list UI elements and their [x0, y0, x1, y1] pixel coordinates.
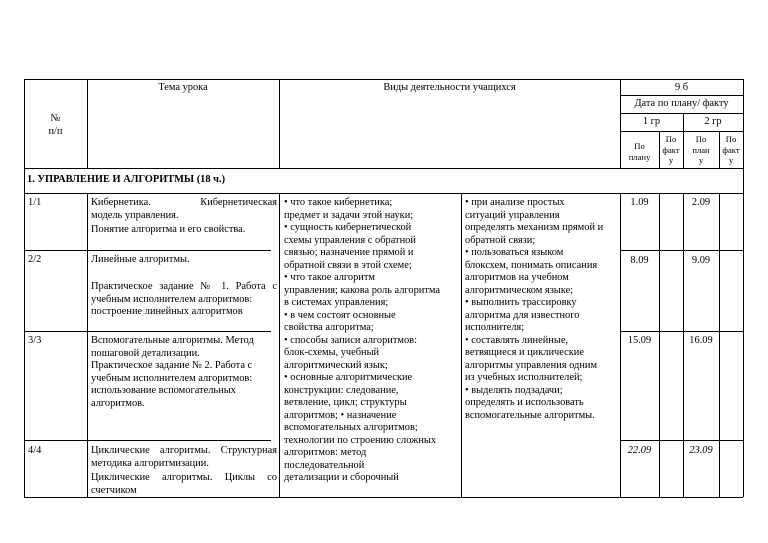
- row-3-topic: Вспомогательные алгоритмы. Метод пошаговой детализации. Практическое задание № 2. Работа с учебным исполнителем алгоритмов: использование вспомогательных алгоритмов.: [91, 335, 254, 409]
- activity-line: вспомогательные алгоритмы.: [465, 409, 595, 421]
- activity-line: • выполнить трассировку: [465, 297, 577, 308]
- activity-line: • что такое алгоритм: [284, 272, 375, 283]
- row-4-date-plan-1: 22.09: [627, 445, 652, 456]
- activity-line: ветвление, цикл; структуры: [284, 397, 407, 408]
- activity-line: исполнителя;: [465, 322, 525, 333]
- header-group-2: 2 гр: [704, 116, 722, 127]
- activity-line: алгоритмическом языке;: [465, 284, 574, 296]
- activity-line: • основные алгоритмические: [284, 372, 413, 383]
- activity-line: обратной связи в этой схеме;: [284, 259, 412, 271]
- header-plan-2: По план у: [692, 134, 710, 165]
- activity-line: • пользоваться языком: [465, 247, 564, 258]
- row-4-topic: Циклические алгоритмы. Структурная методика алгоритмизации. Циклические алгоритмы. Циклы со счетчиком: [91, 445, 277, 496]
- activity-line: алгоритма для известного: [465, 309, 580, 321]
- header-number: №: [50, 113, 61, 124]
- row-4-number: 4/4: [28, 445, 42, 456]
- row-2-number: 2/2: [28, 254, 42, 265]
- row-2-topic: Линейные алгоритмы. Практическое задание № 1. Работа с учебным исполнителем алгоритмов: построение линейных алгоритмов: [91, 254, 277, 317]
- activity-line: блок-схемы, учебный: [284, 347, 380, 358]
- activity-line: • способы записи алгоритмов:: [284, 334, 417, 346]
- activity-line: • в чем состоят основные: [284, 309, 396, 321]
- activity-line: ветвящиеся и циклические: [465, 347, 584, 358]
- activity-line: • составлять линейные,: [465, 334, 569, 346]
- header-fact-2: По факт у: [722, 134, 740, 165]
- activity-line: определять и использовать: [465, 397, 584, 408]
- header-topic: Тема урока: [158, 82, 208, 93]
- section-title: 1. УПРАВЛЕНИЕ И АЛГОРИТМЫ (18 ч.): [27, 174, 226, 185]
- activities-knowledge: [284, 197, 457, 485]
- activity-line: • при анализе простых: [465, 197, 565, 208]
- activity-line: алгоритмов на учебном: [465, 272, 569, 283]
- row-3-number: 3/3: [28, 335, 42, 346]
- row-1-number: 1/1: [28, 197, 42, 208]
- row-2-date-plan-1: 8.09: [630, 255, 649, 266]
- activity-line: обратной связи;: [465, 234, 536, 246]
- header-grade: 9 б: [674, 82, 689, 93]
- activity-line: последовательной: [284, 459, 365, 471]
- row-3-date-plan-2: 16.09: [689, 335, 713, 346]
- row-2-date-plan-2: 9.09: [691, 255, 711, 266]
- activity-line: конструкции: следование,: [284, 384, 399, 396]
- activity-line: детализации и сборочный: [284, 472, 399, 483]
- activity-line: алгоритмов: метод: [284, 447, 367, 458]
- activity-line: свойства алгоритма;: [284, 322, 374, 333]
- row-1-topic: Кибернетика. Кибернетическая модель управления. Понятие алгоритма и его свойства.: [91, 197, 277, 235]
- activity-line: • выделять подзадачи;: [465, 384, 563, 396]
- activity-line: в системах управления;: [284, 297, 389, 308]
- activity-line: ситуаций управления: [465, 209, 560, 221]
- header-fact-1: По факт у: [662, 134, 680, 165]
- activity-line: алгоритмический язык;: [284, 359, 388, 371]
- row-3-date-plan-1: 15.09: [627, 335, 652, 346]
- activity-line: управления; какова роль алгоритма: [284, 284, 440, 296]
- activity-line: алгоритмов; • назначение: [284, 409, 397, 421]
- activities-skills: [465, 197, 616, 422]
- activity-line: алгоритмы управления одним: [465, 359, 598, 371]
- header-number-sub: п/п: [48, 126, 63, 137]
- header-plan-1: По плану: [628, 141, 651, 162]
- row-4-date-plan-2: 23.09: [689, 445, 713, 456]
- activity-line: связью; назначение прямой и: [284, 247, 414, 258]
- row-1-date-plan-1: 1.09: [630, 197, 649, 208]
- header-date-label: Дата по плану/ факту: [634, 98, 729, 109]
- activity-line: предмет и задачи этой науки;: [284, 209, 414, 221]
- activity-line: схемы управления с обратной: [284, 234, 416, 246]
- activity-line: определять механизм прямой и: [465, 222, 604, 233]
- activity-line: • сущность кибернетической: [284, 222, 412, 233]
- activity-line: из учебных исполнителей;: [465, 372, 583, 383]
- activity-line: вспомогательных алгоритмов;: [284, 422, 418, 433]
- row-1-date-plan-2: 2.09: [691, 197, 711, 208]
- activity-line: • что такое кибернетика;: [284, 197, 393, 208]
- header-group-1: 1 гр: [642, 116, 661, 127]
- header-activities: Виды деятельности учащихся: [383, 82, 516, 93]
- activity-line: блоксхем, понимать описания: [465, 259, 598, 271]
- activity-line: технологии по строению сложных: [284, 434, 437, 446]
